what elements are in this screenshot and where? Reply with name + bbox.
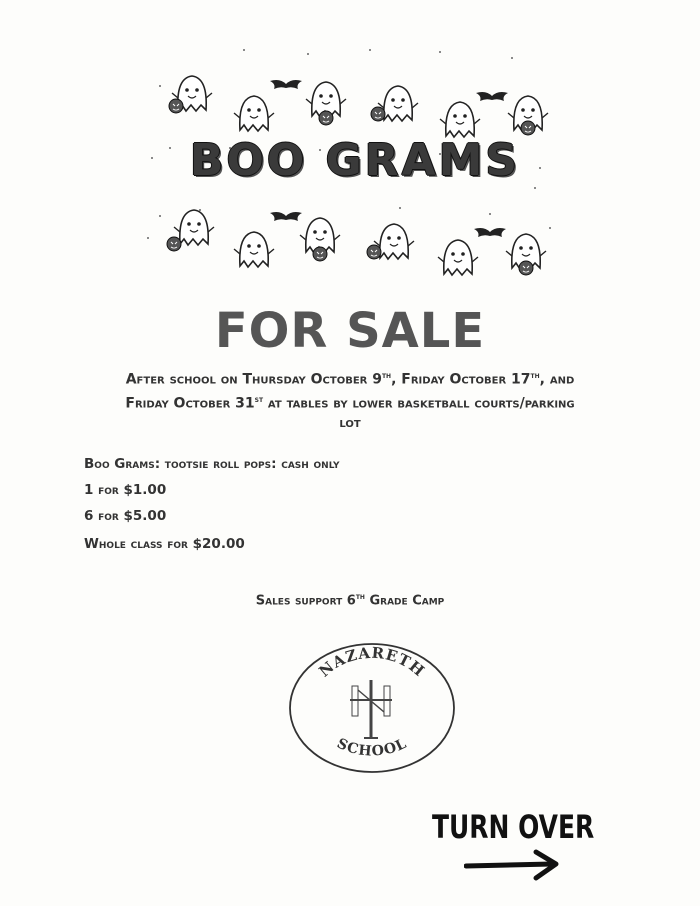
- schedule-line-3: lot: [339, 415, 361, 432]
- boo-grams-title: BOO GRAMS: [189, 135, 521, 186]
- schedule-line-1: After school on Thursday October 9th, Friday October 17th, and: [125, 371, 575, 388]
- seal-top-text: NAZARETH: [315, 643, 429, 681]
- price-line-six: 6 for $5.00: [84, 508, 167, 524]
- cross-monogram-icon: [350, 680, 392, 738]
- price-line-class: Whole class for $20.00: [84, 536, 245, 552]
- for-sale-heading: FOR SALE: [214, 303, 486, 359]
- seal-bottom-text: SCHOOL: [334, 735, 410, 760]
- sale-schedule: [78, 366, 622, 433]
- price-line-single: 1 for $1.00: [84, 482, 167, 498]
- svg-text:SCHOOL: [334, 736, 409, 760]
- price-line-intro: Boo Grams: tootsie roll pops: cash only: [84, 456, 340, 472]
- sales-support-note: Sales support 6th Grade Camp: [255, 592, 445, 609]
- nazareth-school-seal: [288, 640, 456, 775]
- schedule-line-2: Friday October 31st at tables by lower basketball courts/parking: [125, 394, 575, 412]
- svg-text:NAZARETH: [315, 644, 428, 681]
- turn-over-label: TURN OVER: [432, 808, 595, 846]
- arrow-right-icon: [464, 848, 564, 884]
